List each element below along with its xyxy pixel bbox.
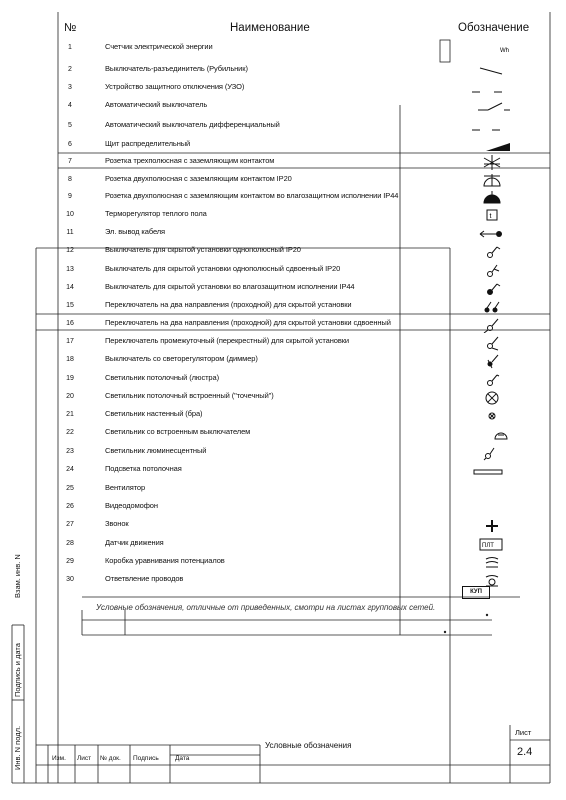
row-number: 2 [68,66,72,73]
row-number: 1 [68,44,72,51]
row-name: Выключатель для скрытой установки во влагозащитном исполнении IP44 [105,282,355,291]
row-name: Эл. вывод кабеля [105,227,166,236]
row-number: 10 [66,211,74,218]
row-number: 19 [66,375,74,382]
row-number: 17 [66,338,74,345]
row-number: 6 [68,141,72,148]
side-label-replace-inv: Взам. инв. N [13,554,22,598]
row-name: Автоматический выключатель [105,100,208,109]
row-number: 18 [66,356,74,363]
row-name: Выключатель для скрытой установки однополюсный IP20 [105,245,301,254]
stamp-list: Лист [77,755,92,762]
row-number: 5 [68,122,72,129]
row-name: Коробка уравнивания потенциалов [105,556,225,565]
row-name: Датчик движения [105,538,164,547]
row-name: Розетка трехполюсная с заземляющим контактом [105,156,275,165]
stamp-sign: Подпись [133,755,159,762]
row-number: 26 [66,503,74,510]
row-name: Выключатель-разъединитель (Рубильник) [105,64,248,73]
stamp-date: Дата [175,755,190,762]
row-name: Ответвление проводов [105,574,184,583]
row-number: 15 [66,302,74,309]
side-label-sign-date: Подпись и дата [13,643,22,697]
svg-text:ПЛТ: ПЛТ [482,543,494,549]
junction-box-label: КУП [462,586,490,599]
row-number: 3 [68,84,72,91]
side-label-inv-orig: Инв. N подл. [13,725,22,770]
row-name: Автоматический выключатель дифференциальный [105,120,280,129]
row-number: 12 [66,247,74,254]
row-number: 24 [66,466,74,473]
row-name: Выключатель со светорегулятором (диммер) [105,354,258,363]
column-header-designation: Обозначение [458,22,530,34]
row-name: Счетчик электрической энергии [105,42,213,51]
row-name: Светильник настенный (бра) [105,409,203,418]
row-number: 30 [66,576,74,583]
legend-note: Условные обозначения, отличные от приведенных, смотри на листах групповых сетей. [96,603,436,612]
row-name: Светильник со встроенным выключателем [105,427,251,436]
row-number: 4 [68,102,72,109]
row-number: 8 [68,176,72,183]
row-number: 16 [66,320,74,327]
row-number: 25 [66,485,74,492]
row-name: Розетка двухполюсная с заземляющим контактом во влагозащитном исполнении IP44 [105,191,399,200]
row-name: Выключатель для скрытой установки однополюсный сдвоенный IP20 [105,264,341,273]
row-number: 7 [68,158,72,165]
row-number: 28 [66,540,74,547]
row-name: Переключатель на два направления (проходной) для скрытой установки сдвоенный [105,318,391,327]
row-name: Светильник потолочный встроенный ("точечный") [105,391,274,400]
document-title: Условные обозначения [265,741,352,750]
row-number: 22 [66,429,74,436]
row-name: Розетка двухполюсная с заземляющим контактом IP20 [105,174,292,183]
row-number: 21 [66,411,74,418]
sheet-label: Лист [515,728,532,737]
row-name: Видеодомофон [105,501,158,510]
stamp-izm: Изм. [52,755,66,762]
row-name: Светильник люминесцентный [105,446,207,455]
row-name: Звонок [105,519,129,528]
stamp-doc-no: № док. [100,755,121,762]
row-number: 20 [66,393,74,400]
row-name: Подсветка потолочная [105,464,182,473]
row-name: Переключатель промежуточный (перекрестный) для скрытой установки [105,336,350,345]
row-name: Устройство защитного отключения (УЗО) [105,82,245,91]
row-number: 9 [68,193,72,200]
row-name: Светильник потолочный (люстра) [105,373,219,382]
sheet-number: 2.4 [517,746,533,758]
column-header-name: Наименование [230,22,310,34]
row-number: 14 [66,284,74,291]
row-name: Терморегулятор теплого пола [105,209,207,218]
row-number: 29 [66,558,74,565]
row-name: Вентилятор [105,483,146,492]
row-name: Щит распределительный [105,139,191,148]
column-header-number: № [64,22,77,34]
row-number: 23 [66,448,74,455]
row-number: 11 [66,229,74,236]
meter-label: Wh [500,48,509,54]
row-number: 13 [66,266,74,273]
svg-text:t: t [489,213,492,220]
row-number: 27 [66,521,74,528]
row-name: Переключатель на два направления (проходной) для скрытой установки [105,300,352,309]
